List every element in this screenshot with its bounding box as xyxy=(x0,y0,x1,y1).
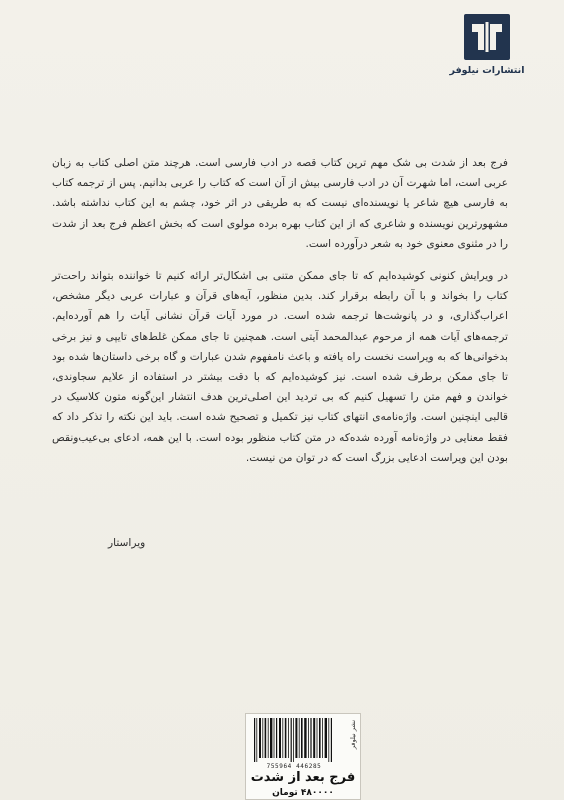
blurb-paragraph-1: فرج بعد از شدت بی شک مهم ترین کتاب قصه در ادب فارسی است. هرچند متن اصلی کتاب به زبان عربی است، اما شهرت آن در ادب فارسی بیش از آن است که کتاب را عربی بدانیم. پس از ترجمه کتاب به فارسی هیچ شاعر یا نویسنده‌ای نیست که به طریقی در اثر خود، چشم به این کتاب نداشته باشد. مشهورترین نویسنده و شاعری که از این کتاب بهره برده مولوی است که بخش اعظم فرج بعد از شدت را در مثنوی معنوی خود به شعر درآورده است. xyxy=(52,157,508,250)
publisher-name: انتشارات نیلوفر xyxy=(449,65,525,76)
sticker-publisher: نشر نیلوفر xyxy=(349,720,357,750)
isbn-digits: 755964 446285 xyxy=(266,763,322,770)
price-sticker xyxy=(245,713,361,800)
editor-signature: ویراستار xyxy=(108,537,146,549)
publisher-block xyxy=(448,14,526,76)
book-price: ۴۸۰۰۰۰ تومان xyxy=(272,788,334,798)
blurb-paragraph-2: در ویرایش کنونی کوشیده‌ایم که تا جای ممکن متنی بی اشکال‌تر ارائه کنیم تا خواننده بتواند راحت‌تر کتاب را بخواند و با آن رابطه برقرار کند. بدین منظور، آیه‌های قرآن و عبارات عربی دیگر مشخص، اعراب‌گذاری، و در پانوشت‌ها ترجمه شده است. در مورد آیات قرآن نشانی آیات را هم آورده‌ایم. ترجمه‌های آیات همه از مرحوم عبدالمحمد آیتی است. همچنین تا جای ممکن غلط‌های تایپی و نیز برخی بدخوانی‌ها که به ویراست نخست راه یافته و باعث نامفهوم شدن عبارات و گاه برخی داستان‌ها شده بود تا جای ممکن برطرف شده است. نیز کوشیده‌ایم که با دقت بیشتر در استفاده از علایم سجاوندی، خواندن و فهم متن را تسهیل کنیم که بی تردید این اصلی‌ترین هدف انتشار این‌گونه متون کلاسیک در قالبی اینچنین است. واژه‌نامه‌ی انتهای کتاب نیز تکمیل و تصحیح شده است. باید این نکته را تذکر داد که فقط معنایی در واژه‌نامه آورده شده‌که در متن کتاب منظور بوده است. با این همه، ادعای بی‌عیب‌ونقص بودن این ویراست ادعایی بزرگ است که در توان من نیست. xyxy=(52,270,508,464)
publisher-logo-icon xyxy=(464,14,510,60)
barcode-icon xyxy=(252,718,336,762)
book-title: فرج بعد از شدت xyxy=(250,770,356,785)
blurb-text xyxy=(52,153,508,468)
